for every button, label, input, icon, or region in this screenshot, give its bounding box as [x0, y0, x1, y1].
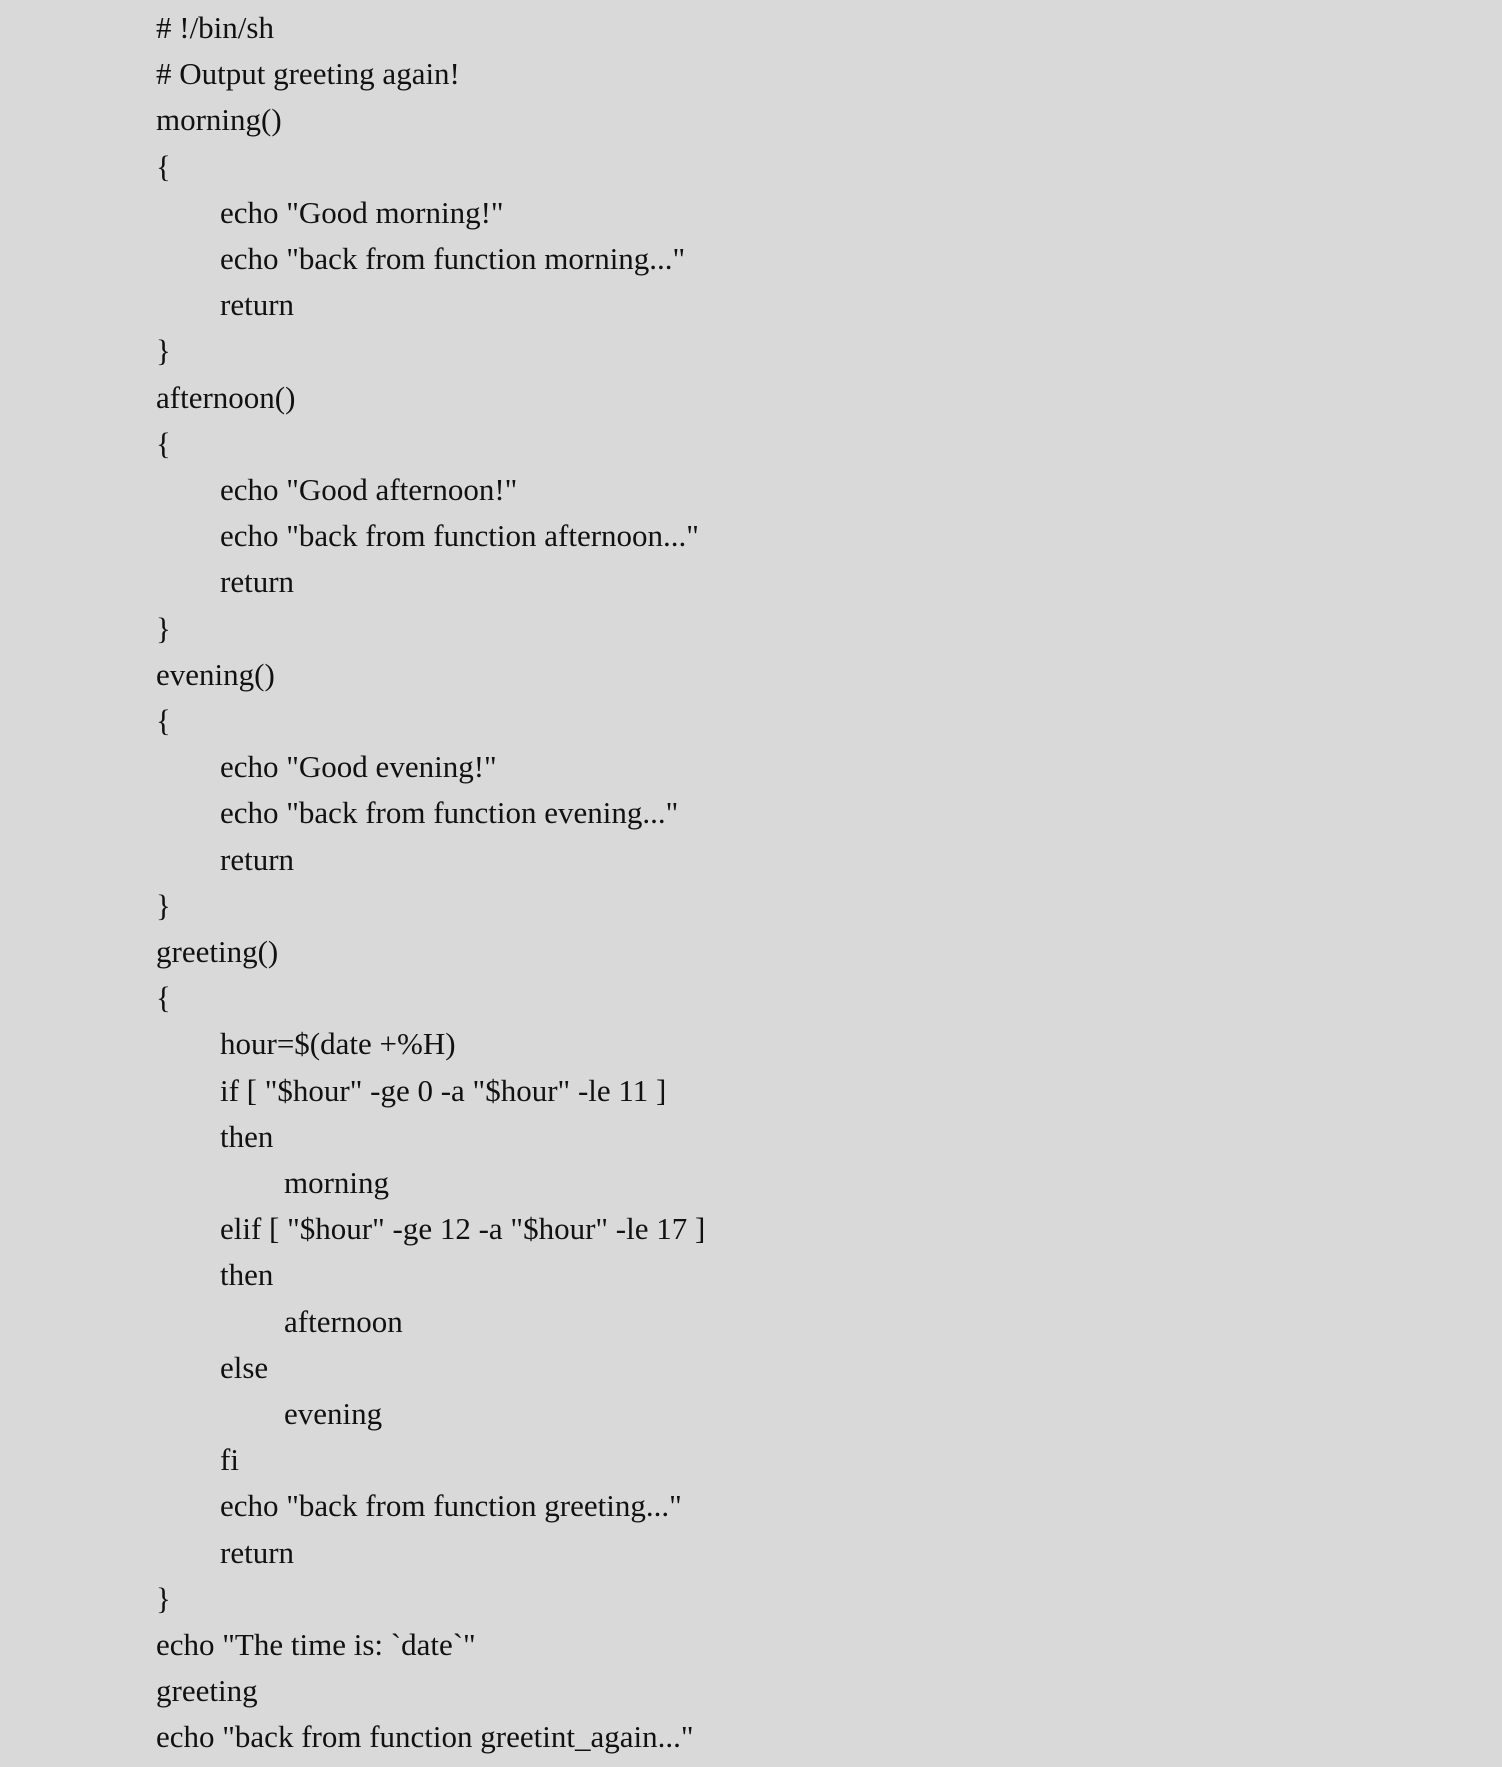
code-line: { [156, 148, 171, 184]
code-line: then [220, 1257, 274, 1293]
code-line: elif [ "$hour" -ge 12 -a "$hour" -le 17 ] [220, 1211, 706, 1247]
code-line: echo "Good morning!" [220, 194, 504, 230]
code-line: } [156, 1580, 171, 1616]
code-line: if [ "$hour" -ge 0 -a "$hour" -le 11 ] [220, 1072, 667, 1108]
code-line: morning [284, 1165, 390, 1200]
code-line: # !/bin/sh [156, 10, 274, 45]
code-line: echo "back from function afternoon..." [220, 518, 699, 554]
code-line: greeting() [156, 934, 279, 969]
code-line: echo "back from function greeting..." [220, 1488, 682, 1524]
code-line: fi [220, 1442, 239, 1478]
code-line: echo "Good evening!" [220, 749, 497, 785]
code-line: { [156, 980, 171, 1016]
code-line: afternoon [284, 1303, 403, 1339]
code-line: morning() [156, 102, 282, 138]
code-line: else [220, 1349, 269, 1385]
code-line: echo "back from function greetint_again..." [156, 1719, 694, 1755]
code-line: } [156, 887, 171, 923]
code-line: evening() [156, 656, 275, 692]
code-line: { [156, 425, 171, 461]
code-line: then [220, 1118, 274, 1154]
code-line: } [156, 333, 171, 369]
code-line: return [220, 841, 295, 877]
code-line: echo "Good afternoon!" [220, 472, 518, 507]
code-line: afternoon() [156, 379, 296, 415]
code-line: } [156, 610, 171, 646]
code-line: return [220, 287, 295, 323]
code-line: { [156, 703, 171, 738]
code-line: return [220, 1534, 295, 1570]
code-line: hour=$(date +%H) [220, 1026, 456, 1062]
code-line: echo "The time is: `date`" [156, 1627, 476, 1662]
code-line: echo "back from function evening..." [220, 795, 679, 831]
code-line: echo "back from function morning..." [220, 241, 686, 276]
code-line: # Output greeting again! [156, 56, 460, 92]
code-line: return [220, 564, 295, 600]
code-line: greeting [156, 1673, 258, 1709]
code-line: evening [284, 1396, 383, 1431]
